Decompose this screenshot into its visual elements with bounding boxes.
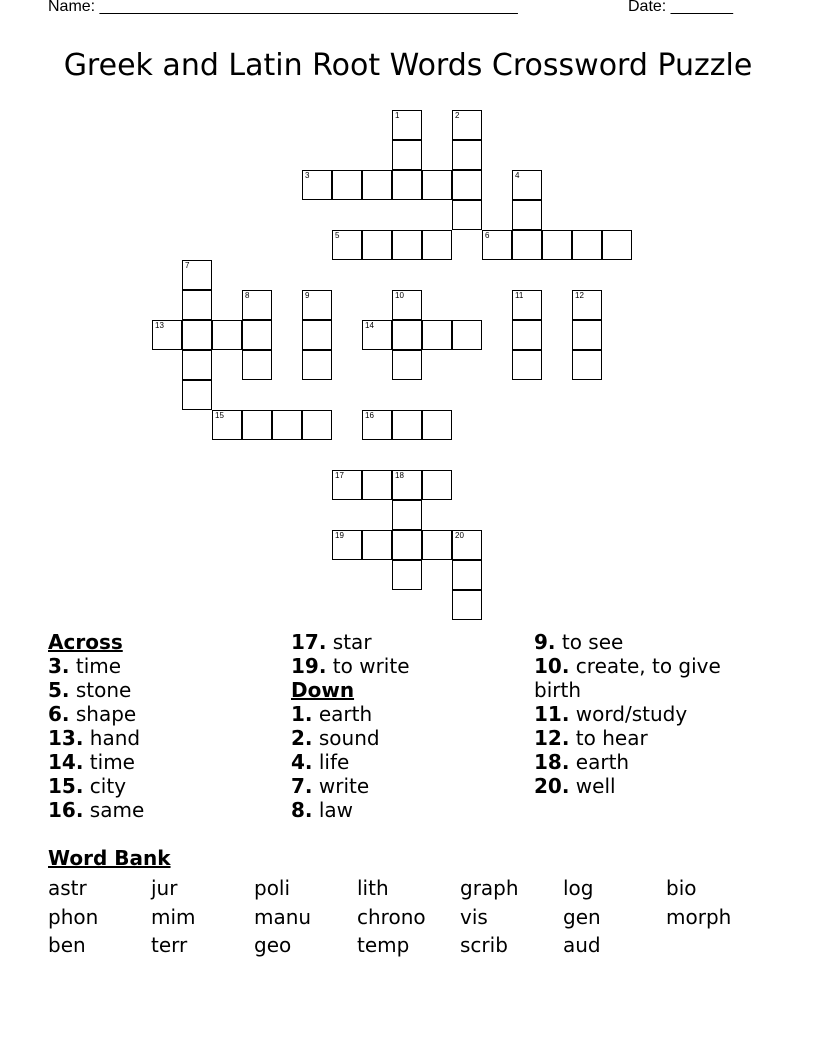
grid-cell[interactable] [512,230,542,260]
clue-text: earth [569,750,630,774]
grid-cell[interactable] [362,230,392,260]
word-bank-item: temp [357,933,410,957]
word-bank-item: lith [357,876,389,900]
grid-cell[interactable] [182,350,212,380]
clue-number-label: 9. [534,630,556,654]
grid-cell[interactable] [572,290,602,320]
grid-cell[interactable] [182,290,212,320]
clue-text: write [312,774,370,798]
grid-cell[interactable] [302,290,332,320]
clue-number-label: 2. [291,726,313,750]
down-clue [534,750,760,774]
down-clue [291,774,531,798]
grid-cell[interactable] [152,320,182,350]
clue-number-label: 5. [48,678,70,702]
clue-number-label: 15. [48,774,84,798]
clue-text: hand [83,726,141,750]
clue-number: 1 [395,111,400,120]
word-bank-item: jur [151,876,178,900]
clue-number-label: 1. [291,702,313,726]
grid-cell[interactable] [362,170,392,200]
grid-cell[interactable] [242,410,272,440]
clue-text: city [83,774,127,798]
word-bank-item: geo [254,933,292,957]
clue-number: 15 [215,411,224,420]
clue-number-label: 17. [291,630,327,654]
down-heading: Down [291,678,355,702]
clue-text: life [312,750,350,774]
across-clue [48,750,288,774]
grid-cell[interactable] [182,260,212,290]
grid-cell[interactable] [422,470,452,500]
grid-cell[interactable] [392,170,422,200]
clue-number: 12 [575,291,584,300]
grid-cell[interactable] [452,140,482,170]
word-bank-item: scrib [460,933,508,957]
grid-cell[interactable] [242,320,272,350]
clue-number-label: 8. [291,798,313,822]
clue-number: 18 [395,471,404,480]
word-bank-item: vis [460,904,488,929]
grid-cell[interactable] [512,350,542,380]
word-bank-item: mim [151,904,196,929]
word-bank-item: aud [563,933,601,957]
clue-number: 10 [395,291,404,300]
grid-cell[interactable] [392,230,422,260]
grid-cell[interactable] [332,230,362,260]
grid-cell[interactable] [302,350,332,380]
grid-cell[interactable] [302,170,332,200]
clue-text: time [69,654,122,678]
clue-text: word/study [569,702,688,726]
clue-number: 9 [305,291,310,300]
grid-cell[interactable] [422,410,452,440]
word-bank [48,874,769,960]
across-clue-list-continued [291,630,531,678]
clue-number-label: 19. [291,654,327,678]
grid-cell[interactable] [452,560,482,590]
down-clue [291,726,531,750]
down-clue-list [291,702,531,822]
page-title: Greek and Latin Root Words Crossword Puzzle [63,48,753,83]
clue-number: 2 [455,111,460,120]
down-clue [534,702,760,726]
grid-cell[interactable] [302,410,332,440]
down-clue [534,654,760,702]
clue-number-label: 6. [48,702,70,726]
grid-cell[interactable] [392,290,422,320]
grid-cell[interactable] [392,500,422,530]
clue-number: 13 [155,321,164,330]
grid-cell[interactable] [332,470,362,500]
word-bank-item: ben [48,933,86,957]
word-bank-row [48,903,769,932]
clue-number: 8 [245,291,250,300]
clue-number: 4 [515,171,520,180]
clue-text: to write [326,654,410,678]
grid-cell[interactable] [422,320,452,350]
clue-number: 11 [515,291,524,300]
word-bank-item: terr [151,933,188,957]
grid-cell[interactable] [512,200,542,230]
grid-cell[interactable] [482,230,512,260]
grid-cell[interactable] [572,320,602,350]
word-bank-item: log [563,876,594,900]
grid-cell[interactable] [572,230,602,260]
clue-number-label: 12. [534,726,570,750]
down-clue [291,750,531,774]
word-bank-item: morph [666,904,732,929]
grid-cell[interactable] [182,380,212,410]
grid-cell[interactable] [302,320,332,350]
grid-cell[interactable] [212,410,242,440]
clue-text: to see [555,630,624,654]
word-bank-item: bio [666,876,697,900]
clue-text: star [326,630,372,654]
grid-cell[interactable] [242,290,272,320]
down-clue-list-continued [534,630,760,798]
grid-cell[interactable] [362,410,392,440]
grid-cell[interactable] [392,350,422,380]
grid-cell[interactable] [422,230,452,260]
clue-column-1 [48,630,288,822]
across-clue [48,654,288,678]
across-clue-list [48,654,288,822]
down-clue [534,630,760,654]
clue-text: well [569,774,616,798]
grid-cell[interactable] [362,530,392,560]
across-clue [291,654,531,678]
grid-cell[interactable] [272,410,302,440]
grid-cell[interactable] [452,320,482,350]
grid-cell[interactable] [512,320,542,350]
grid-cell[interactable] [362,320,392,350]
clue-text: sound [312,726,380,750]
name-line: Name: _______________________________________________ [48,0,518,15]
clue-text: earth [312,702,373,726]
across-clue [48,678,288,702]
grid-cell[interactable] [452,110,482,140]
word-bank-title: Word Bank [48,846,171,870]
grid-cell[interactable] [392,320,422,350]
clue-number-label: 18. [534,750,570,774]
grid-cell[interactable] [392,110,422,140]
clue-number-label: 13. [48,726,84,750]
clue-text: same [83,798,145,822]
across-clue [48,798,288,822]
clue-number: 6 [485,231,490,240]
grid-cell[interactable] [392,410,422,440]
clue-number: 17 [335,471,344,480]
word-bank-item: poli [254,876,291,900]
grid-cell[interactable] [392,140,422,170]
across-clue [291,630,531,654]
grid-cell[interactable] [542,230,572,260]
clue-number: 16 [365,411,374,420]
down-clue [534,774,760,798]
word-bank-item: manu [254,904,312,929]
down-clue [534,726,760,750]
clue-text: time [83,750,135,774]
grid-cell[interactable] [392,560,422,590]
clue-number-label: 11. [534,702,570,726]
clue-number: 14 [365,321,374,330]
clue-number-label: 20. [534,774,570,798]
grid-cell[interactable] [242,350,272,380]
grid-cell[interactable] [512,290,542,320]
grid-cell[interactable] [452,170,482,200]
clue-number-label: 7. [291,774,313,798]
grid-cell[interactable] [452,590,482,620]
grid-cell[interactable] [332,170,362,200]
word-bank-row [48,931,769,960]
clue-text: shape [69,702,137,726]
grid-cell[interactable] [452,530,482,560]
grid-cell[interactable] [182,320,212,350]
across-heading: Across [48,630,123,654]
date-line: Date: _______ [628,0,733,15]
word-bank-item: astr [48,876,87,900]
clue-number: 7 [185,261,190,270]
clue-column-3 [534,630,760,798]
grid-cell[interactable] [602,230,632,260]
grid-cell[interactable] [452,200,482,230]
grid-cell[interactable] [422,170,452,200]
clue-text: create, to give birth [534,654,721,702]
clue-number-label: 14. [48,750,84,774]
across-clue [48,726,288,750]
grid-cell[interactable] [332,530,362,560]
grid-cell[interactable] [572,350,602,380]
clue-number: 3 [305,171,310,180]
clue-number-label: 3. [48,654,70,678]
grid-cell[interactable] [422,530,452,560]
word-bank-item: gen [563,904,601,929]
clue-text: law [312,798,354,822]
clue-number-label: 16. [48,798,84,822]
clue-number: 5 [335,231,340,240]
grid-cell[interactable] [392,530,422,560]
down-clue [291,702,531,726]
grid-cell[interactable] [392,470,422,500]
clue-text: to hear [569,726,648,750]
grid-cell[interactable] [362,470,392,500]
clue-number-label: 10. [534,654,570,678]
word-bank-row [48,874,769,903]
clue-number: 20 [455,531,464,540]
down-clue [291,798,531,822]
grid-cell[interactable] [212,320,242,350]
grid-cell[interactable] [512,170,542,200]
clue-number: 19 [335,531,344,540]
clue-column-2 [291,630,531,822]
word-bank-item: graph [460,876,519,900]
clue-text: stone [69,678,132,702]
word-bank-item: phon [48,904,99,929]
word-bank-item: chrono [357,904,426,929]
across-clue [48,702,288,726]
clue-number-label: 4. [291,750,313,774]
across-clue [48,774,288,798]
